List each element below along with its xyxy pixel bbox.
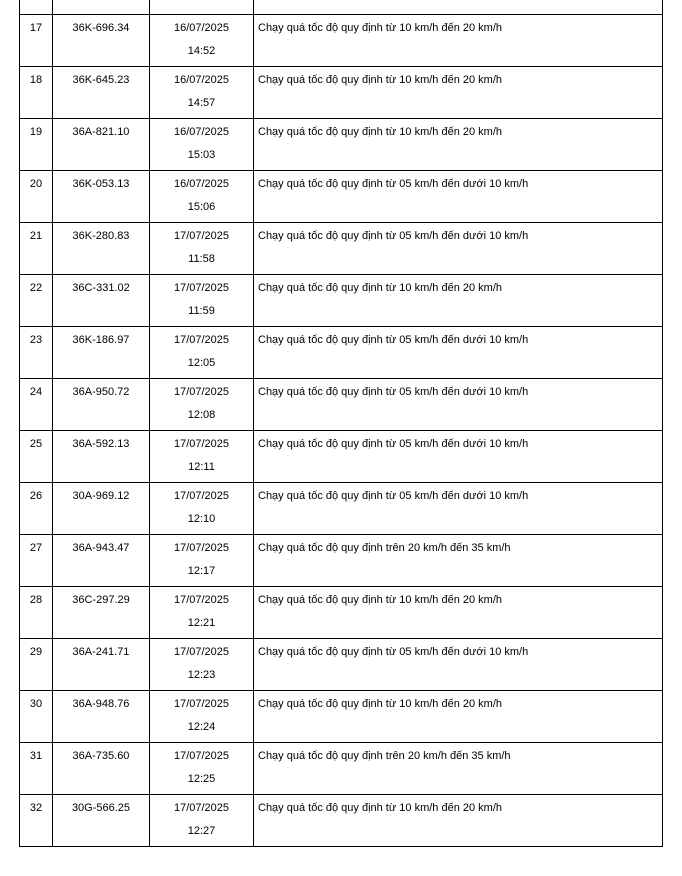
cell-plate-text: 30G-566.25 (71, 802, 131, 814)
cell-time-text: 12:05 (187, 357, 216, 369)
cell-date-text: 17/07/2025 (173, 646, 230, 658)
cell-plate (53, 639, 150, 691)
cell-time-text: 15:06 (187, 201, 216, 213)
cell-time-text: 15:03 (187, 149, 216, 161)
cell-datetime (150, 327, 254, 379)
cell-number-text: 20 (29, 178, 43, 190)
cell-datetime (150, 223, 254, 275)
cell-datetime (150, 275, 254, 327)
cell-violation (254, 483, 663, 535)
cell-time-text: 12:27 (187, 825, 216, 837)
cell-date-text: 16/07/2025 (173, 74, 230, 86)
table-row (20, 327, 663, 379)
table-row (20, 691, 663, 743)
cell-number (20, 327, 53, 379)
table-row (20, 379, 663, 431)
table-row (20, 119, 663, 171)
cell-date-text: 17/07/2025 (173, 282, 230, 294)
cell-number-text: 19 (29, 126, 43, 138)
cell-date-text: 16/07/2025 (173, 22, 230, 34)
cell-plate-text: 36C-297.29 (72, 594, 130, 606)
table-row (20, 587, 663, 639)
cell-number (20, 379, 53, 431)
cell-number-text: 26 (29, 490, 43, 502)
cell-date-text: 16/07/2025 (173, 178, 230, 190)
cell-date-text: 17/07/2025 (173, 230, 230, 242)
cell-number (20, 67, 53, 119)
cell-violation (254, 691, 663, 743)
cell-plate-text: 30A-969.12 (72, 490, 130, 502)
cell-plate (53, 67, 150, 119)
cell-number-text: 25 (29, 438, 43, 450)
cell-number-text: 18 (29, 74, 43, 86)
cell-datetime (150, 483, 254, 535)
cell-violation-text: Chạy quá tốc độ quy định trên 20 km/h đến 35 km/h (258, 542, 511, 554)
cell-violation-text: Chạy quá tốc độ quy định từ 05 km/h đến dưới 10 km/h (258, 334, 529, 346)
cell-date-text: 17/07/2025 (173, 438, 230, 450)
cell-violation-text: Chạy quá tốc độ quy định từ 05 km/h đến dưới 10 km/h (258, 230, 529, 242)
cell-violation-text: Chạy quá tốc độ quy định từ 10 km/h đến 20 km/h (258, 594, 503, 606)
cell-datetime (150, 0, 254, 15)
table-row (20, 67, 663, 119)
table-row (20, 483, 663, 535)
cell-plate-text: 36A-592.13 (72, 438, 130, 450)
cell-plate (53, 587, 150, 639)
cell-plate-text: 36A-735.60 (72, 750, 130, 762)
cell-date-text: 17/07/2025 (173, 542, 230, 554)
cell-plate-text: 36A-948.76 (72, 698, 130, 710)
cell-violation (254, 639, 663, 691)
cell-plate (53, 379, 150, 431)
cell-time-text: 14:52 (187, 45, 216, 57)
cell-plate (53, 0, 150, 15)
cell-date-text: 17/07/2025 (173, 750, 230, 762)
cell-plate (53, 223, 150, 275)
cell-number (20, 743, 53, 795)
cell-number (20, 171, 53, 223)
cell-date-text: 17/07/2025 (173, 594, 230, 606)
cell-datetime (150, 431, 254, 483)
table-row (20, 15, 663, 67)
cell-violation-text: Chạy quá tốc độ quy định từ 05 km/h đến dưới 10 km/h (258, 490, 529, 502)
cell-datetime (150, 379, 254, 431)
cell-plate-text: 36A-943.47 (72, 542, 130, 554)
cell-number (20, 0, 53, 15)
cell-violation (254, 275, 663, 327)
cell-plate (53, 795, 150, 847)
cell-number-text: 29 (29, 646, 43, 658)
violations-table (19, 0, 663, 847)
cell-number-text: 22 (29, 282, 43, 294)
cell-time-text: 12:10 (187, 513, 216, 525)
cell-time-text: 12:25 (187, 773, 216, 785)
cell-number-text: 17 (29, 22, 43, 34)
cell-violation-text: Chạy quá tốc độ quy định từ 10 km/h đến 20 km/h (258, 282, 503, 294)
cell-number-text: 28 (29, 594, 43, 606)
cell-datetime (150, 691, 254, 743)
cell-violation (254, 119, 663, 171)
cell-number (20, 795, 53, 847)
table-row (20, 639, 663, 691)
table-row-partial (20, 0, 663, 15)
cell-violation (254, 327, 663, 379)
cell-plate (53, 691, 150, 743)
cell-plate (53, 15, 150, 67)
cell-plate-text: 36C-331.02 (72, 282, 130, 294)
cell-time-text: 11:59 (188, 305, 215, 317)
cell-number-text: 30 (29, 698, 43, 710)
cell-plate (53, 327, 150, 379)
cell-violation-text: Chạy quá tốc độ quy định từ 10 km/h đến 20 km/h (258, 802, 503, 814)
violations-table-body (20, 0, 663, 847)
cell-number-text: 23 (29, 334, 43, 346)
cell-plate (53, 483, 150, 535)
cell-datetime (150, 171, 254, 223)
cell-datetime (150, 15, 254, 67)
cell-violation (254, 379, 663, 431)
cell-number (20, 535, 53, 587)
cell-plate (53, 535, 150, 587)
cell-violation (254, 795, 663, 847)
cell-number-text: 32 (29, 802, 43, 814)
table-row (20, 795, 663, 847)
cell-violation (254, 0, 663, 15)
cell-number (20, 639, 53, 691)
cell-violation-text: Chạy quá tốc độ quy định từ 05 km/h đến dưới 10 km/h (258, 386, 529, 398)
cell-violation-text: Chạy quá tốc độ quy định từ 10 km/h đến 20 km/h (258, 74, 503, 86)
cell-number (20, 431, 53, 483)
cell-date-text: 17/07/2025 (173, 334, 230, 346)
cell-time-text: 12:08 (187, 409, 216, 421)
cell-violation (254, 223, 663, 275)
cell-violation-text: Chạy quá tốc độ quy định từ 05 km/h đến dưới 10 km/h (258, 178, 529, 190)
cell-time-text: 12:23 (187, 669, 216, 681)
cell-datetime (150, 67, 254, 119)
cell-number-text: 31 (29, 750, 43, 762)
cell-violation-text: Chạy quá tốc độ quy định từ 05 km/h đến dưới 10 km/h (258, 646, 529, 658)
cell-datetime (150, 535, 254, 587)
cell-plate-text: 36A-241.71 (72, 646, 130, 658)
cell-violation (254, 587, 663, 639)
cell-time-text: 14:57 (187, 97, 216, 109)
cell-violation-text: Chạy quá tốc độ quy định từ 10 km/h đến 20 km/h (258, 698, 503, 710)
cell-plate (53, 275, 150, 327)
table-row (20, 743, 663, 795)
cell-plate-text: 36K-645.23 (72, 74, 130, 86)
cell-number (20, 691, 53, 743)
cell-time-text: 12:24 (187, 721, 216, 733)
cell-violation-text: Chạy quá tốc độ quy định trên 20 km/h đến 35 km/h (258, 750, 511, 762)
cell-number (20, 223, 53, 275)
table-row (20, 171, 663, 223)
cell-violation (254, 431, 663, 483)
cell-plate-text: 36K-280.83 (72, 230, 130, 242)
cell-date-text: 16/07/2025 (173, 126, 230, 138)
cell-time-text: 12:17 (187, 565, 216, 577)
cell-datetime (150, 795, 254, 847)
cell-violation (254, 67, 663, 119)
cell-number (20, 587, 53, 639)
cell-number-text: 21 (29, 230, 43, 242)
cell-date-text: 17/07/2025 (173, 698, 230, 710)
cell-plate-text: 36K-696.34 (72, 22, 130, 34)
cell-datetime (150, 743, 254, 795)
cell-violation-text: Chạy quá tốc độ quy định từ 10 km/h đến 20 km/h (258, 126, 503, 138)
table-row (20, 535, 663, 587)
table-row (20, 431, 663, 483)
cell-violation (254, 743, 663, 795)
cell-violation-text: Chạy quá tốc độ quy định từ 10 km/h đến 20 km/h (258, 22, 503, 34)
cell-violation (254, 15, 663, 67)
cell-date-text: 17/07/2025 (173, 802, 230, 814)
cell-number (20, 119, 53, 171)
cell-number-text: 24 (29, 386, 43, 398)
cell-datetime (150, 639, 254, 691)
table-row (20, 223, 663, 275)
cell-number (20, 15, 53, 67)
cell-plate (53, 431, 150, 483)
cell-violation-text: Chạy quá tốc độ quy định từ 05 km/h đến dưới 10 km/h (258, 438, 529, 450)
cell-date-text: 17/07/2025 (173, 386, 230, 398)
violations-table-wrapper (19, 0, 662, 847)
cell-time-text: 11:58 (188, 253, 215, 265)
cell-number (20, 275, 53, 327)
cell-number-text: 27 (29, 542, 43, 554)
cell-plate-text: 36A-950.72 (72, 386, 130, 398)
cell-datetime (150, 587, 254, 639)
cell-plate-text: 36A-821.10 (72, 126, 130, 138)
cell-date-text: 17/07/2025 (173, 490, 230, 502)
cell-time-text: 12:21 (187, 617, 216, 629)
cell-violation (254, 535, 663, 587)
cell-plate-text: 36K-053.13 (72, 178, 130, 190)
cell-datetime (150, 119, 254, 171)
cell-time-text: 12:11 (188, 461, 215, 473)
cell-plate (53, 119, 150, 171)
cell-plate (53, 171, 150, 223)
cell-plate-text: 36K-186.97 (72, 334, 130, 346)
cell-plate (53, 743, 150, 795)
table-row (20, 275, 663, 327)
cell-number (20, 483, 53, 535)
cell-violation (254, 171, 663, 223)
